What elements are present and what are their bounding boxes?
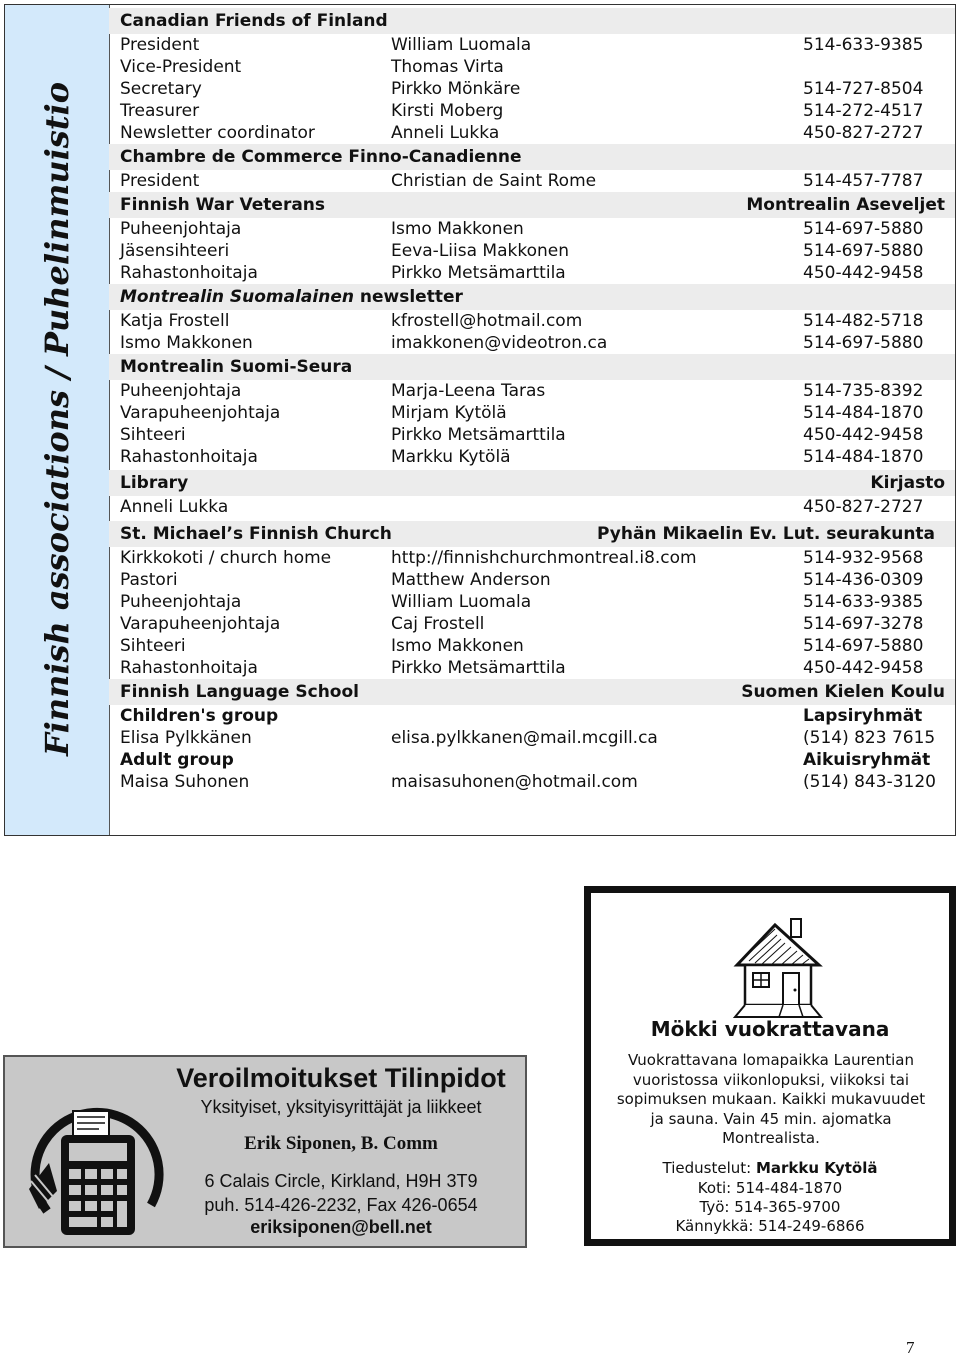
row-name: Thomas Virta <box>391 57 504 77</box>
row-phone: 514-697-5880 <box>803 241 924 261</box>
cabin-ad-title: Mökki vuokrattavana <box>650 1017 890 1041</box>
row-name: Mirjam Kytölä <box>391 403 507 423</box>
row-role: Puheenjohtaja <box>120 219 242 239</box>
row-name: Pirkko Metsämarttila <box>391 263 566 283</box>
section-title-finnish: Montrealin Aseveljet <box>746 195 945 215</box>
house-icon <box>731 913 825 1021</box>
table-row <box>109 657 955 679</box>
cabin-ad-description: Vuokrattavana lomapaikka Laurentian vuoristossa viikonlopuksi, viikoksi tai sopimuksen mukaan. Kaikki mukavuudet ja sauna. Vain 45 min. ajomatka Montrealista. <box>616 1051 926 1147</box>
table-row <box>109 100 955 122</box>
row-phone: 450-827-2727 <box>803 497 924 517</box>
row-phone: 514-697-3278 <box>803 614 924 634</box>
table-row <box>109 705 955 727</box>
row-role: Kirkkokoti / church home <box>120 548 332 568</box>
section-header <box>109 8 955 34</box>
row-phone: 514-932-9568 <box>803 548 924 568</box>
row-role: Puheenjohtaja <box>120 381 242 401</box>
section-title <box>120 144 522 170</box>
section-title <box>120 521 392 547</box>
row-role: Rahastonhoitaja <box>120 447 258 467</box>
row-phone: Lapsiryhmät <box>803 706 923 726</box>
row-role: Pastori <box>120 570 178 590</box>
section-title <box>120 8 388 34</box>
side-strip <box>5 5 110 835</box>
row-role: Puheenjohtaja <box>120 592 242 612</box>
tax-ad-address: 6 Calais Circle, Kirkland, H9H 3T9 <box>204 1171 478 1191</box>
row-contact-link[interactable]: http://finnishchurchmontreal.i8.com <box>391 548 697 568</box>
tax-ad-phone: puh. 514-426-2232, Fax 426-0654 <box>204 1195 478 1215</box>
section-title <box>120 284 463 310</box>
row-name: Marja-Leena Taras <box>391 381 546 401</box>
row-contact-link[interactable]: kfrostell@hotmail.com <box>391 311 583 331</box>
tax-ad-title: Veroilmoitukset Tilinpidot <box>176 1063 506 1093</box>
row-phone: 450-442-9458 <box>803 658 924 678</box>
table-row <box>109 591 955 613</box>
section-title-text: Finnish Language School <box>120 682 359 702</box>
row-phone: 514-633-9385 <box>803 592 924 612</box>
table-row <box>109 240 955 262</box>
inquiries-name: Markku Kytölä <box>755 1159 878 1177</box>
tax-ad-subtitle: Yksityiset, yksityisyrittäjät ja liikkeet <box>200 1097 482 1117</box>
section-title-text: Montrealin Suomi-Seura <box>120 357 353 377</box>
row-role: Sihteeri <box>120 636 186 656</box>
cabin-rental-ad <box>584 886 956 1246</box>
cabin-ad-inner <box>590 892 950 1240</box>
row-contact-link[interactable]: elisa.pylkkanen@mail.mcgill.ca <box>391 728 658 748</box>
row-phone: 450-442-9458 <box>803 263 924 283</box>
row-role: Secretary <box>120 79 202 99</box>
tax-ad-name: Erik Siponen, B. Comm <box>244 1133 438 1154</box>
table-row <box>109 496 955 518</box>
row-role: Sihteeri <box>120 425 186 445</box>
table-row <box>109 446 955 468</box>
row-phone: 514-735-8392 <box>803 381 924 401</box>
row-role: President <box>120 35 200 55</box>
section-header <box>109 192 955 218</box>
row-role: Newsletter coordinator <box>120 123 315 143</box>
row-role: Adult group <box>120 750 234 770</box>
section-header <box>109 679 955 705</box>
section-title-text: Library <box>120 473 189 493</box>
row-name: William Luomala <box>391 592 532 612</box>
table-row <box>109 218 955 240</box>
row-phone: (514) 823 7615 <box>803 728 936 748</box>
row-name: Pirkko Mönkäre <box>391 79 521 99</box>
row-name: Christian de Saint Rome <box>391 171 597 191</box>
row-role: Rahastonhoitaja <box>120 658 258 678</box>
row-phone: 514-484-1870 <box>803 403 924 423</box>
table-row <box>109 380 955 402</box>
row-phone: 514-272-4517 <box>803 101 924 121</box>
row-name: Eeva-Liisa Makkonen <box>391 241 569 261</box>
row-phone: 450-442-9458 <box>803 425 924 445</box>
section-title-text: Canadian Friends of Finland <box>120 11 388 31</box>
section-title-finnish: Suomen Kielen Koulu <box>741 682 945 702</box>
tax-ad-email[interactable]: eriksiponen@bell.net <box>250 1217 432 1237</box>
row-role: Maisa Suhonen <box>120 772 250 792</box>
section-header <box>109 354 955 380</box>
row-phone: 514-484-1870 <box>803 447 924 467</box>
row-name: Ismo Makkonen <box>391 219 524 239</box>
row-role: Children's group <box>120 706 279 726</box>
table-row <box>109 771 955 793</box>
page-number: 7 <box>906 1338 915 1357</box>
cabin-ad-inquiries <box>591 1159 949 1177</box>
table-row <box>109 332 955 354</box>
section-header <box>109 284 955 310</box>
row-name: William Luomala <box>391 35 532 55</box>
table-row <box>109 402 955 424</box>
section-title-finnish: Pyhän Mikaelin Ev. Lut. seurakunta <box>597 524 936 544</box>
table-row <box>109 727 955 749</box>
table-row <box>109 56 955 78</box>
calculator-icon <box>27 1093 167 1243</box>
row-name: Ismo Makkonen <box>391 636 524 656</box>
table-row <box>109 749 955 771</box>
row-phone: 450-827-2727 <box>803 123 924 143</box>
row-phone: 514-697-5880 <box>803 333 924 353</box>
table-row <box>109 424 955 446</box>
row-contact-link[interactable]: maisasuhonen@hotmail.com <box>391 772 638 792</box>
row-name: Markku Kytölä <box>391 447 511 467</box>
cabin-ad-work-phone: Työ: 514-365-9700 <box>699 1198 841 1216</box>
row-phone: 514-482-5718 <box>803 311 924 331</box>
section-header <box>109 521 955 547</box>
row-name: Anneli Lukka <box>391 123 500 143</box>
section-title <box>120 192 325 218</box>
section-title <box>120 470 188 496</box>
section-title <box>120 679 359 705</box>
row-contact-link[interactable]: imakkonen@videotron.ca <box>391 333 608 353</box>
table-row <box>109 613 955 635</box>
section-title-finnish: Kirjasto <box>870 473 945 493</box>
section-header <box>109 144 955 170</box>
section-title-text: St. Michael’s Finnish Church <box>120 524 392 544</box>
table-row <box>109 635 955 657</box>
section-title <box>120 354 352 380</box>
table-row <box>109 569 955 591</box>
row-role: Varapuheenjohtaja <box>120 403 281 423</box>
side-title: Finnish associations / Puhelinmuistio <box>38 81 76 757</box>
row-phone: 514-727-8504 <box>803 79 924 99</box>
row-role: Varapuheenjohtaja <box>120 614 281 634</box>
row-phone: 514-436-0309 <box>803 570 924 590</box>
row-phone: 514-697-5880 <box>803 636 924 656</box>
table-row <box>109 122 955 144</box>
row-name: Pirkko Metsämarttila <box>391 425 566 445</box>
row-role: Rahastonhoitaja <box>120 263 258 283</box>
cabin-ad-home-phone: Koti: 514-484-1870 <box>697 1179 843 1197</box>
row-role: President <box>120 171 200 191</box>
table-row <box>109 547 955 569</box>
section-title-italic: Montrealin Suomalainen <box>120 287 354 307</box>
table-row <box>109 78 955 100</box>
row-role: Treasurer <box>120 101 200 121</box>
association-directory <box>4 4 956 836</box>
section-title-text: Chambre de Commerce Finno-Canadienne <box>120 147 522 167</box>
section-header <box>109 470 955 496</box>
table-row <box>109 262 955 284</box>
row-name: Matthew Anderson <box>391 570 551 590</box>
section-title-text: newsletter <box>359 287 463 307</box>
table-row <box>109 34 955 56</box>
table-row <box>109 170 955 192</box>
row-name: Caj Frostell <box>391 614 485 634</box>
section-title-text: Finnish War Veterans <box>120 195 326 215</box>
directory-rows <box>109 8 955 793</box>
row-name: Kirsti Moberg <box>391 101 504 121</box>
row-name: Pirkko Metsämarttila <box>391 658 566 678</box>
row-phone: Aikuisryhmät <box>803 750 931 770</box>
cabin-ad-mobile-phone: Kännykkä: 514-249-6866 <box>675 1217 865 1235</box>
row-role: Ismo Makkonen <box>120 333 253 353</box>
row-phone: 514-457-7787 <box>803 171 924 191</box>
row-role: Anneli Lukka <box>120 497 229 517</box>
row-phone: (514) 843-3120 <box>803 772 936 792</box>
row-role: Elisa Pylkkänen <box>120 728 252 748</box>
inquiries-label: Tiedustelut: <box>662 1159 752 1177</box>
tax-service-ad <box>3 1055 527 1248</box>
row-role: Katja Frostell <box>120 311 230 331</box>
row-role: Vice-President <box>120 57 242 77</box>
row-role: Jäsensihteeri <box>120 241 230 261</box>
table-row <box>109 310 955 332</box>
row-phone: 514-697-5880 <box>803 219 924 239</box>
row-phone: 514-633-9385 <box>803 35 924 55</box>
